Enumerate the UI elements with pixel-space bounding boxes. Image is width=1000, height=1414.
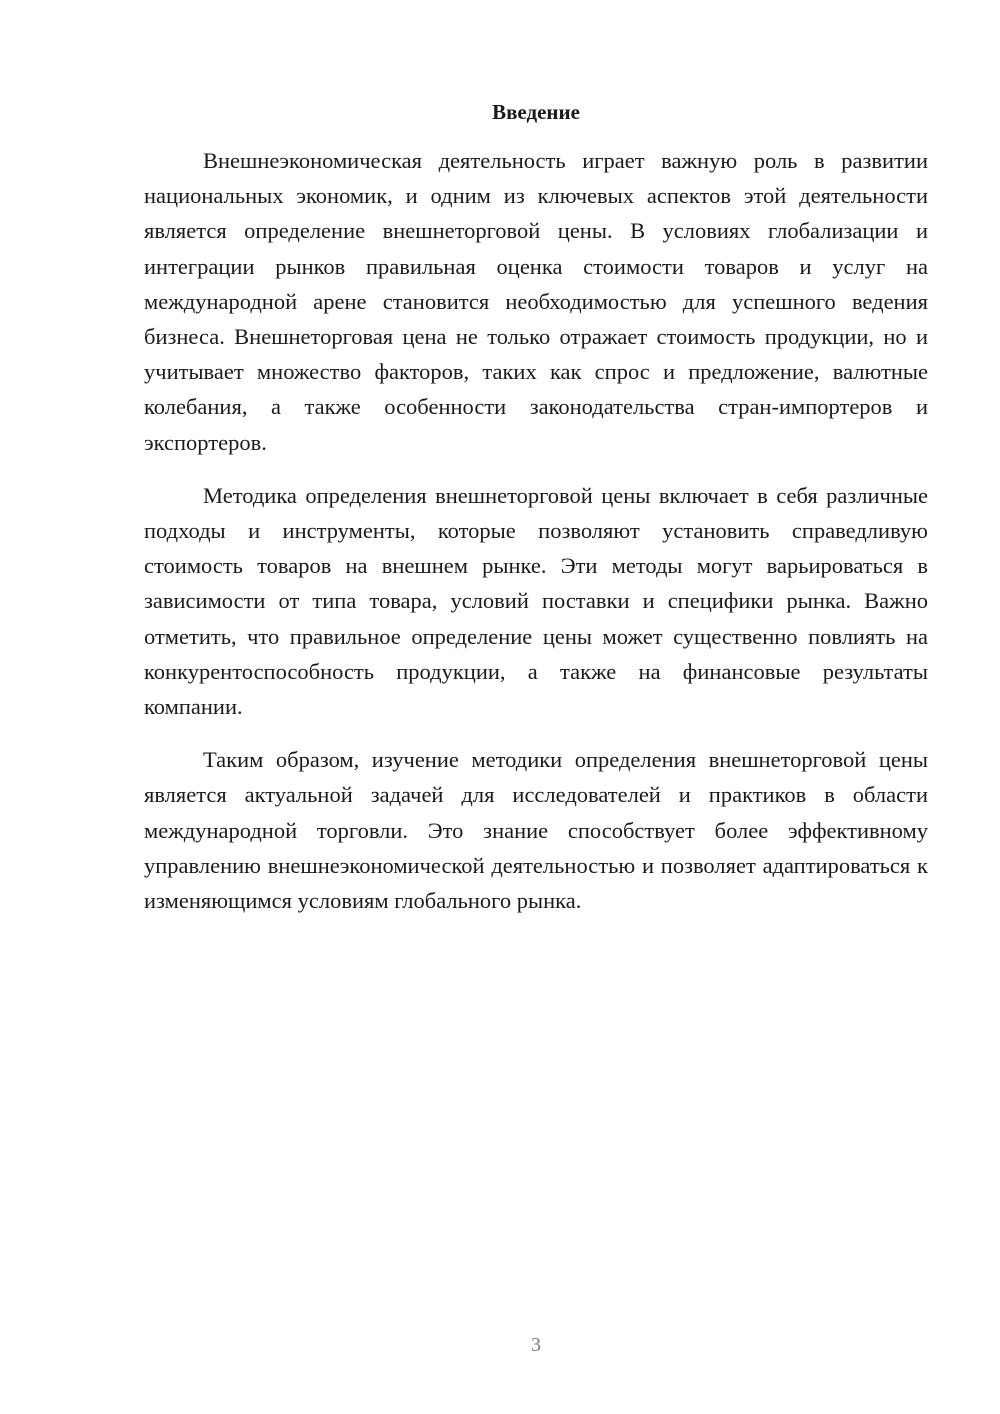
- paragraph-3: Таким образом, изучение методики определения внешнеторговой цены является актуальной задачей для исследователей и практиков в области международной торговли. Это знание способствует более эффективному управлению внешнеэкономической деятельностью и позволяет адаптироваться к изменяющимся условиям глобального рынка.: [144, 747, 928, 914]
- paragraph-2: Методика определения внешнеторговой цены включает в себя различные подходы и инструменты, которые позволяют установить справедливую стоимость товаров на внешнем рынке. Эти методы могут варьироваться в зависимости от типа товара, условий поставки и специфики рынка. Важно отметить, что правильное определение цены может существенно повлиять на конкурентоспособность продукции, а также на финансовые результаты компании.: [144, 482, 928, 720]
- paragraph-1: Внешнеэкономическая деятельность играет важную роль в развитии национальных экономик, и одним из ключевых аспектов этой деятельности является определение внешнеторговой цены. В условиях глобализации и интеграции рынков правильная оценка стоимости товаров и услуг на международной арене становится необходимостью для успешного ведения бизнеса. Внешнеторговая цена не только отражает стоимость продукции, но и учитывает множество факторов, таких как спрос и предложение, валютные колебания, а также особенности законодательства стран-импортеров и экспортеров.: [144, 148, 928, 455]
- section-heading: Введение: [492, 100, 580, 124]
- page-number: 3: [531, 1334, 541, 1356]
- body-text: [144, 143, 928, 918]
